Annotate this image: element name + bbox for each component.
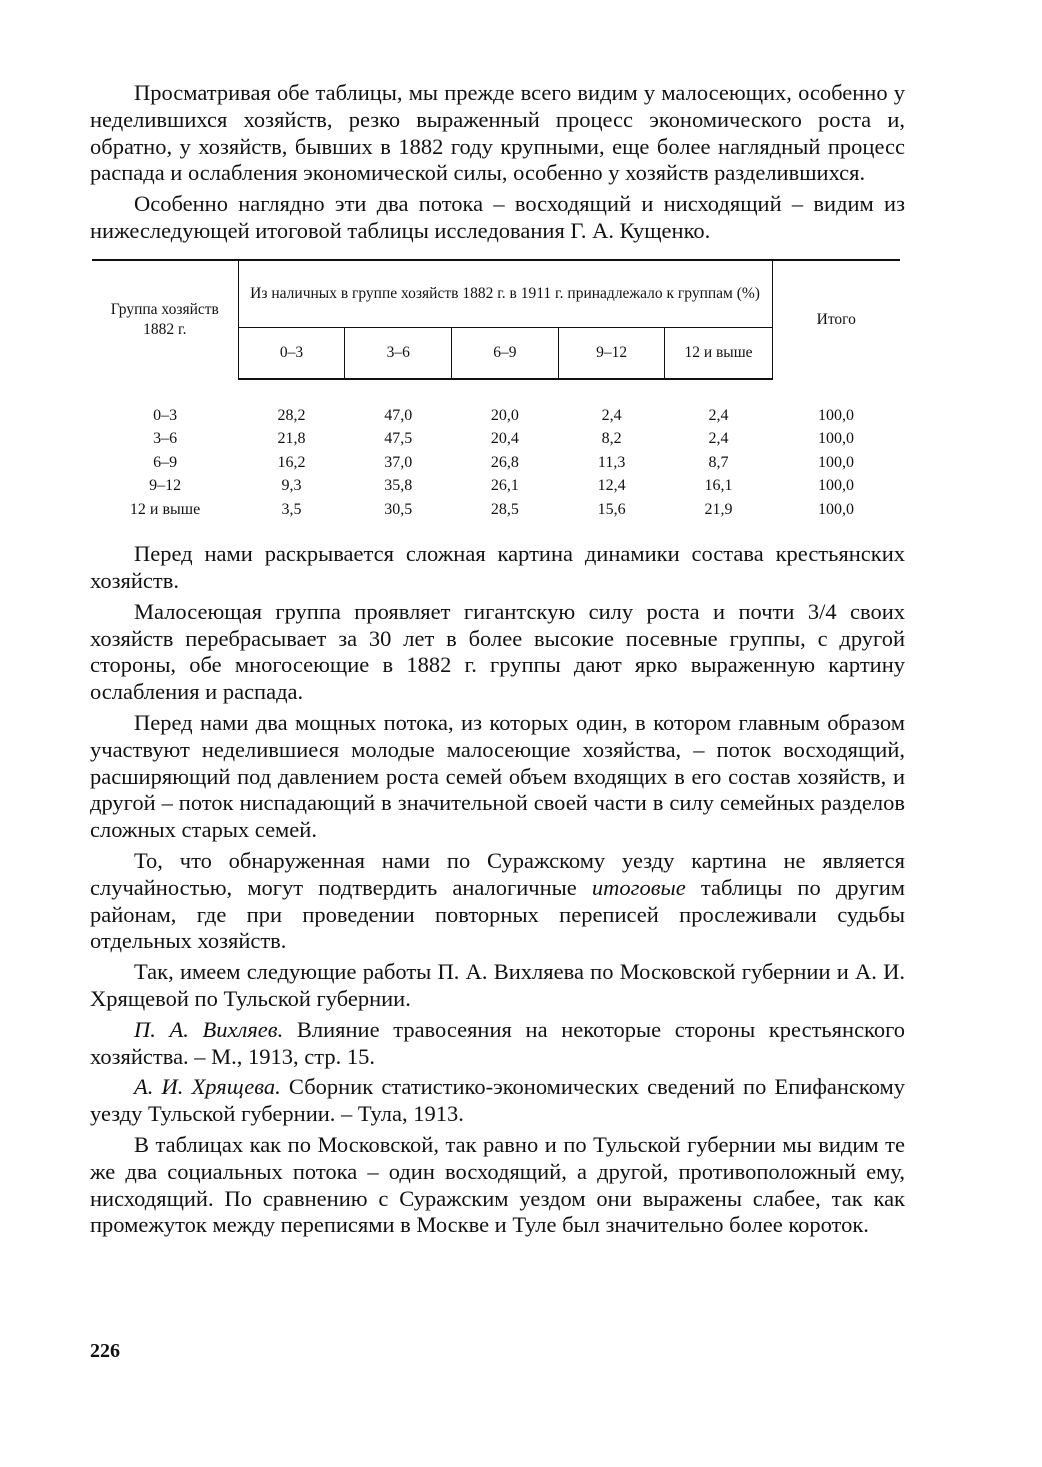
subheader-cell: 12 и выше bbox=[665, 327, 772, 379]
value-cell: 20,0 bbox=[490, 406, 519, 424]
value-cell: 21,8 bbox=[277, 430, 306, 448]
paragraph: В таблицах как по Московской, так равно и по Тульской губернии мы видим те же два социальных потока – один восходящий, а другой, противоположный ему, нисходящий. По сравнению с Суражским уездом они выражены слабее, так как промежуток между переписями в Москве и Туле был значительно более короток. bbox=[90, 1132, 905, 1238]
paragraph: Малосеющая группа проявляет гигантскую силу роста и почти 3/4 своих хозяйств перебрасывает за 30 лет в более высокие посевные группы, с другой стороны, обе многосеющие в 1882 г. группы дают ярко выраженную картину ослабления и распада. bbox=[90, 598, 905, 705]
value-cell: 3,5 bbox=[281, 500, 302, 518]
reference-paragraph bbox=[90, 1017, 905, 1071]
subheader-cell: 6–9 bbox=[452, 327, 559, 379]
table-spacer bbox=[92, 379, 900, 404]
value-cell: 12,4 bbox=[597, 477, 626, 495]
reference-author: А. И. Хрящева. bbox=[134, 1074, 281, 1100]
group-cell: 0–3 bbox=[153, 406, 178, 424]
reference-text: Влияние травосеяния на некоторые стороны крестьянского хозяйства. – М., 1913, стр. 15. bbox=[90, 1016, 906, 1069]
italic-term: итоговые bbox=[591, 874, 686, 900]
value-cell: 21,9 bbox=[704, 500, 733, 518]
value-cell: 2,4 bbox=[708, 406, 729, 424]
subheader-cell: 0–3 bbox=[238, 327, 345, 379]
value-cell: 47,5 bbox=[384, 430, 413, 448]
value-cell: 16,2 bbox=[277, 453, 306, 471]
value-cell: 9,3 bbox=[281, 477, 302, 495]
data-table bbox=[92, 259, 900, 522]
paragraph: Перед нами два мощных потока, из которых один, в котором главным образом участвуют неделившиеся молодые малосеющие хозяйства, – поток восходящий, расширяющий под давлением роста семей объем входящих в его состав хозяйств, и другой – поток ниспадающий в значительной своей части в силу семейных разделов сложных старых семей. bbox=[90, 710, 905, 843]
value-cell: 8,2 bbox=[601, 430, 622, 448]
value-cell: 15,6 bbox=[597, 500, 626, 518]
table-row bbox=[92, 498, 900, 522]
value-cell: 26,1 bbox=[490, 477, 519, 495]
span-header: Из наличных в группе хозяйств 1882 г. в 1911 г. принадлежало к группам (%) bbox=[238, 260, 772, 328]
reference-text: Сборник статистико-экономических сведений по Епифанскому уезду Тульской губернии. – Тула, 1913. bbox=[90, 1074, 906, 1127]
paragraph: Перед нами раскрывается сложная картина динамики состава крестьянских хозяйств. bbox=[90, 541, 905, 594]
group-cell: 3–6 bbox=[153, 430, 178, 448]
total-cell: 100,0 bbox=[818, 453, 854, 471]
table-header-row bbox=[92, 260, 900, 328]
value-cell: 28,5 bbox=[490, 500, 519, 518]
paragraph: Так, имеем следующие работы П. А. Вихляева по Московской губернии и А. И. Хрящевой по Тульской губернии. bbox=[90, 959, 905, 1012]
total-cell: 100,0 bbox=[818, 430, 854, 448]
total-cell: 100,0 bbox=[818, 406, 854, 424]
subheader-cell: 3–6 bbox=[345, 327, 452, 379]
value-cell: 16,1 bbox=[704, 477, 733, 495]
group-cell: 12 и выше bbox=[129, 500, 201, 518]
value-cell: 26,8 bbox=[490, 453, 519, 471]
page-number: 226 bbox=[90, 1340, 120, 1362]
value-cell: 8,7 bbox=[708, 453, 729, 471]
value-cell: 2,4 bbox=[601, 406, 622, 424]
paragraph: Просматривая обе таблицы, мы прежде всего видим у малосеющих, особенно у неделившихся хозяйств, резко выраженный процесс экономического роста и, обратно, у хозяйств, бывших в 1882 году крупными, еще более наглядный процесс распада и ослабления экономической силы, особенно у хозяйств разделившихся. bbox=[90, 80, 905, 186]
value-cell: 47,0 bbox=[384, 406, 413, 424]
table-row bbox=[92, 451, 900, 475]
value-cell: 11,3 bbox=[597, 453, 626, 471]
value-cell: 30,5 bbox=[384, 500, 413, 518]
value-cell: 20,4 bbox=[490, 430, 519, 448]
group-cell: 6–9 bbox=[153, 453, 178, 471]
group-cell: 9–12 bbox=[149, 477, 182, 495]
subheader-cell: 9–12 bbox=[558, 327, 665, 379]
group-header: Группа хозяйств 1882 г. bbox=[92, 260, 238, 379]
table-row bbox=[92, 404, 900, 428]
total-cell: 100,0 bbox=[818, 500, 854, 518]
page-body bbox=[90, 80, 905, 1243]
total-header: Итого bbox=[772, 260, 900, 379]
paragraph bbox=[90, 848, 905, 955]
text-run: То, что обнаруженная нами по Суражскому уезду картина не является случайностью, могут подтвердить аналогичные bbox=[90, 848, 905, 900]
paragraph: Особенно наглядно эти два потока – восходящий и нисходящий – видим из нижеследующей итоговой таблицы исследования Г. А. Кущенко. bbox=[90, 191, 905, 243]
reference-paragraph bbox=[90, 1074, 905, 1128]
text-run: таблицы по другим районам, где при проведении повторных переписей прослеживали судьбы отдельных хозяйств. bbox=[90, 874, 905, 954]
reference-author: П. А. Вихляев. bbox=[134, 1016, 284, 1042]
value-cell: 37,0 bbox=[384, 453, 413, 471]
table-row bbox=[92, 474, 900, 498]
value-cell: 2,4 bbox=[708, 430, 729, 448]
value-cell: 28,2 bbox=[277, 406, 306, 424]
value-cell: 35,8 bbox=[384, 477, 413, 495]
table-row bbox=[92, 427, 900, 451]
total-cell: 100,0 bbox=[818, 477, 854, 495]
